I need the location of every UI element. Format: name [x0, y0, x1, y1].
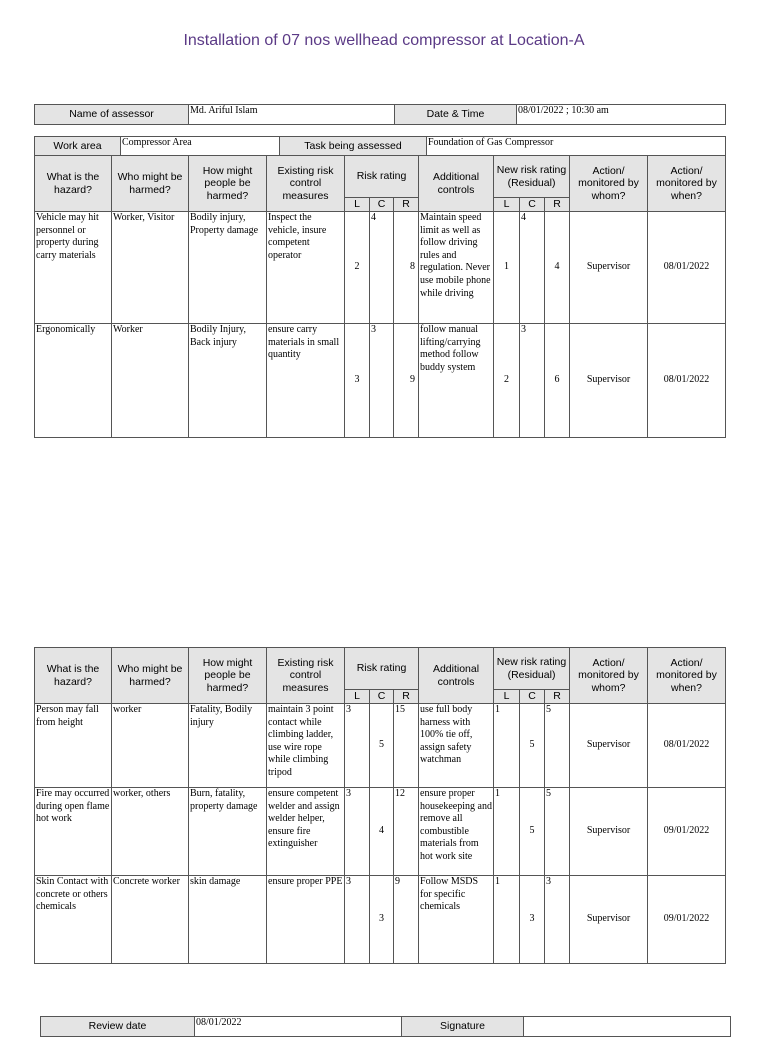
- how-cell: Burn, fatality, property damage: [189, 788, 267, 876]
- review-date-value: 08/01/2022: [195, 1017, 402, 1037]
- whom-cell: Supervisor: [570, 212, 648, 324]
- new-r-cell: 4: [545, 212, 570, 324]
- header-c: C: [370, 198, 394, 212]
- who-cell: Concrete worker: [112, 876, 189, 964]
- assessor-name-label: Name of assessor: [35, 105, 189, 125]
- header-action-when: Action/ monitored by when?: [648, 648, 726, 704]
- risk-r-cell: 15: [394, 704, 419, 788]
- task-label: Task being assessed: [280, 137, 427, 156]
- date-time-value: 08/01/2022 ; 10:30 am: [517, 105, 726, 125]
- risk-l-cell: 3: [345, 788, 370, 876]
- header-how: How might people be harmed?: [189, 156, 267, 212]
- header-existing: Existing risk control measures: [267, 648, 345, 704]
- header-new-r: R: [545, 690, 570, 704]
- date-time-label: Date & Time: [395, 105, 517, 125]
- who-cell: worker, others: [112, 788, 189, 876]
- review-table: [40, 1016, 731, 1037]
- hazard-cell: Ergonomically: [35, 324, 112, 438]
- new-l-cell: 1: [494, 876, 520, 964]
- work-area-value: Compressor Area: [121, 137, 280, 156]
- table-row: [35, 876, 726, 964]
- header-l: L: [345, 690, 370, 704]
- new-c-cell: 3: [520, 324, 545, 438]
- signature-value: [524, 1017, 731, 1037]
- how-cell: Bodily Injury, Back injury: [189, 324, 267, 438]
- new-l-cell: 1: [494, 212, 520, 324]
- header-additional: Additional controls: [419, 156, 494, 212]
- risk-r-cell: 9: [394, 324, 419, 438]
- when-cell: 08/01/2022: [648, 212, 726, 324]
- header-new-l: L: [494, 198, 520, 212]
- new-r-cell: 6: [545, 324, 570, 438]
- risk-l-cell: 3: [345, 324, 370, 438]
- new-c-cell: 3: [520, 876, 545, 964]
- new-l-cell: 2: [494, 324, 520, 438]
- header-risk-rating: Risk rating: [345, 156, 419, 198]
- risk-c-cell: 5: [370, 704, 394, 788]
- additional-cell: Maintain speed limit as well as follow driving rules and regulation. Never use mobile phone while driving: [419, 212, 494, 324]
- existing-cell: ensure competent welder and assign welder helper, ensure fire extinguisher: [267, 788, 345, 876]
- who-cell: worker: [112, 704, 189, 788]
- review-date-label: Review date: [41, 1017, 195, 1037]
- signature-label: Signature: [402, 1017, 524, 1037]
- existing-cell: Inspect the vehicle, insure competent operator: [267, 212, 345, 324]
- risk-table-1: [34, 155, 726, 438]
- new-c-cell: 5: [520, 788, 545, 876]
- table-row: [35, 704, 726, 788]
- header-hazard: What is the hazard?: [35, 156, 112, 212]
- hazard-cell: Fire may occurred during open flame hot work: [35, 788, 112, 876]
- header-new-risk: New risk rating (Residual): [494, 156, 570, 198]
- existing-cell: ensure carry materials in small quantity: [267, 324, 345, 438]
- who-cell: Worker, Visitor: [112, 212, 189, 324]
- risk-l-cell: 2: [345, 212, 370, 324]
- document-title: Installation of 07 nos wellhead compressor at Location-A: [183, 32, 585, 49]
- header-new-risk: New risk rating (Residual): [494, 648, 570, 690]
- risk-table-2: [34, 647, 726, 964]
- header-new-r: R: [545, 198, 570, 212]
- work-area-label: Work area: [35, 137, 121, 156]
- risk-r-cell: 12: [394, 788, 419, 876]
- additional-cell: follow manual lifting/carrying method follow buddy system: [419, 324, 494, 438]
- whom-cell: Supervisor: [570, 788, 648, 876]
- how-cell: Bodily injury, Property damage: [189, 212, 267, 324]
- assessor-name-value: Md. Ariful Islam: [189, 105, 395, 125]
- how-cell: Fatality, Bodily injury: [189, 704, 267, 788]
- existing-cell: ensure proper PPE: [267, 876, 345, 964]
- new-r-cell: 3: [545, 876, 570, 964]
- risk-c-cell: 3: [370, 876, 394, 964]
- table-row: [35, 212, 726, 324]
- when-cell: 08/01/2022: [648, 324, 726, 438]
- additional-cell: Follow MSDS for specific chemicals: [419, 876, 494, 964]
- header-how: How might people be harmed?: [189, 648, 267, 704]
- header-action-whom: Action/ monitored by whom?: [570, 648, 648, 704]
- new-c-cell: 5: [520, 704, 545, 788]
- new-l-cell: 1: [494, 788, 520, 876]
- whom-cell: Supervisor: [570, 704, 648, 788]
- header-r: R: [394, 198, 419, 212]
- new-l-cell: 1: [494, 704, 520, 788]
- hazard-cell: Vehicle may hit personnel or property during carry materials: [35, 212, 112, 324]
- assessor-table: [34, 104, 726, 125]
- how-cell: skin damage: [189, 876, 267, 964]
- header-l: L: [345, 198, 370, 212]
- when-cell: 09/01/2022: [648, 876, 726, 964]
- risk-r-cell: 8: [394, 212, 419, 324]
- header-additional: Additional controls: [419, 648, 494, 704]
- task-value: Foundation of Gas Compressor: [427, 137, 726, 156]
- existing-cell: maintain 3 point contact while climbing ladder, use wire rope while climbing tripod: [267, 704, 345, 788]
- header-hazard: What is the hazard?: [35, 648, 112, 704]
- header-new-c: C: [520, 690, 545, 704]
- additional-cell: use full body harness with 100% tie off, assign safety watchman: [419, 704, 494, 788]
- table-row: [35, 788, 726, 876]
- header-action-whom: Action/ monitored by whom?: [570, 156, 648, 212]
- table-row: [35, 324, 726, 438]
- risk-c-cell: 4: [370, 788, 394, 876]
- additional-cell: ensure proper housekeeping and remove all combustible materials from hot work site: [419, 788, 494, 876]
- hazard-cell: Skin Contact with concrete or others chemicals: [35, 876, 112, 964]
- risk-c-cell: 3: [370, 324, 394, 438]
- header-who: Who might be harmed?: [112, 156, 189, 212]
- when-cell: 09/01/2022: [648, 788, 726, 876]
- risk-l-cell: 3: [345, 876, 370, 964]
- header-existing: Existing risk control measures: [267, 156, 345, 212]
- work-area-table: [34, 136, 726, 156]
- whom-cell: Supervisor: [570, 324, 648, 438]
- risk-r-cell: 9: [394, 876, 419, 964]
- new-r-cell: 5: [545, 704, 570, 788]
- header-new-l: L: [494, 690, 520, 704]
- header-r: R: [394, 690, 419, 704]
- whom-cell: Supervisor: [570, 876, 648, 964]
- header-action-when: Action/ monitored by when?: [648, 156, 726, 212]
- header-new-c: C: [520, 198, 545, 212]
- header-c: C: [370, 690, 394, 704]
- risk-l-cell: 3: [345, 704, 370, 788]
- who-cell: Worker: [112, 324, 189, 438]
- header-who: Who might be harmed?: [112, 648, 189, 704]
- header-risk-rating: Risk rating: [345, 648, 419, 690]
- risk-c-cell: 4: [370, 212, 394, 324]
- new-r-cell: 5: [545, 788, 570, 876]
- when-cell: 08/01/2022: [648, 704, 726, 788]
- new-c-cell: 4: [520, 212, 545, 324]
- hazard-cell: Person may fall from height: [35, 704, 112, 788]
